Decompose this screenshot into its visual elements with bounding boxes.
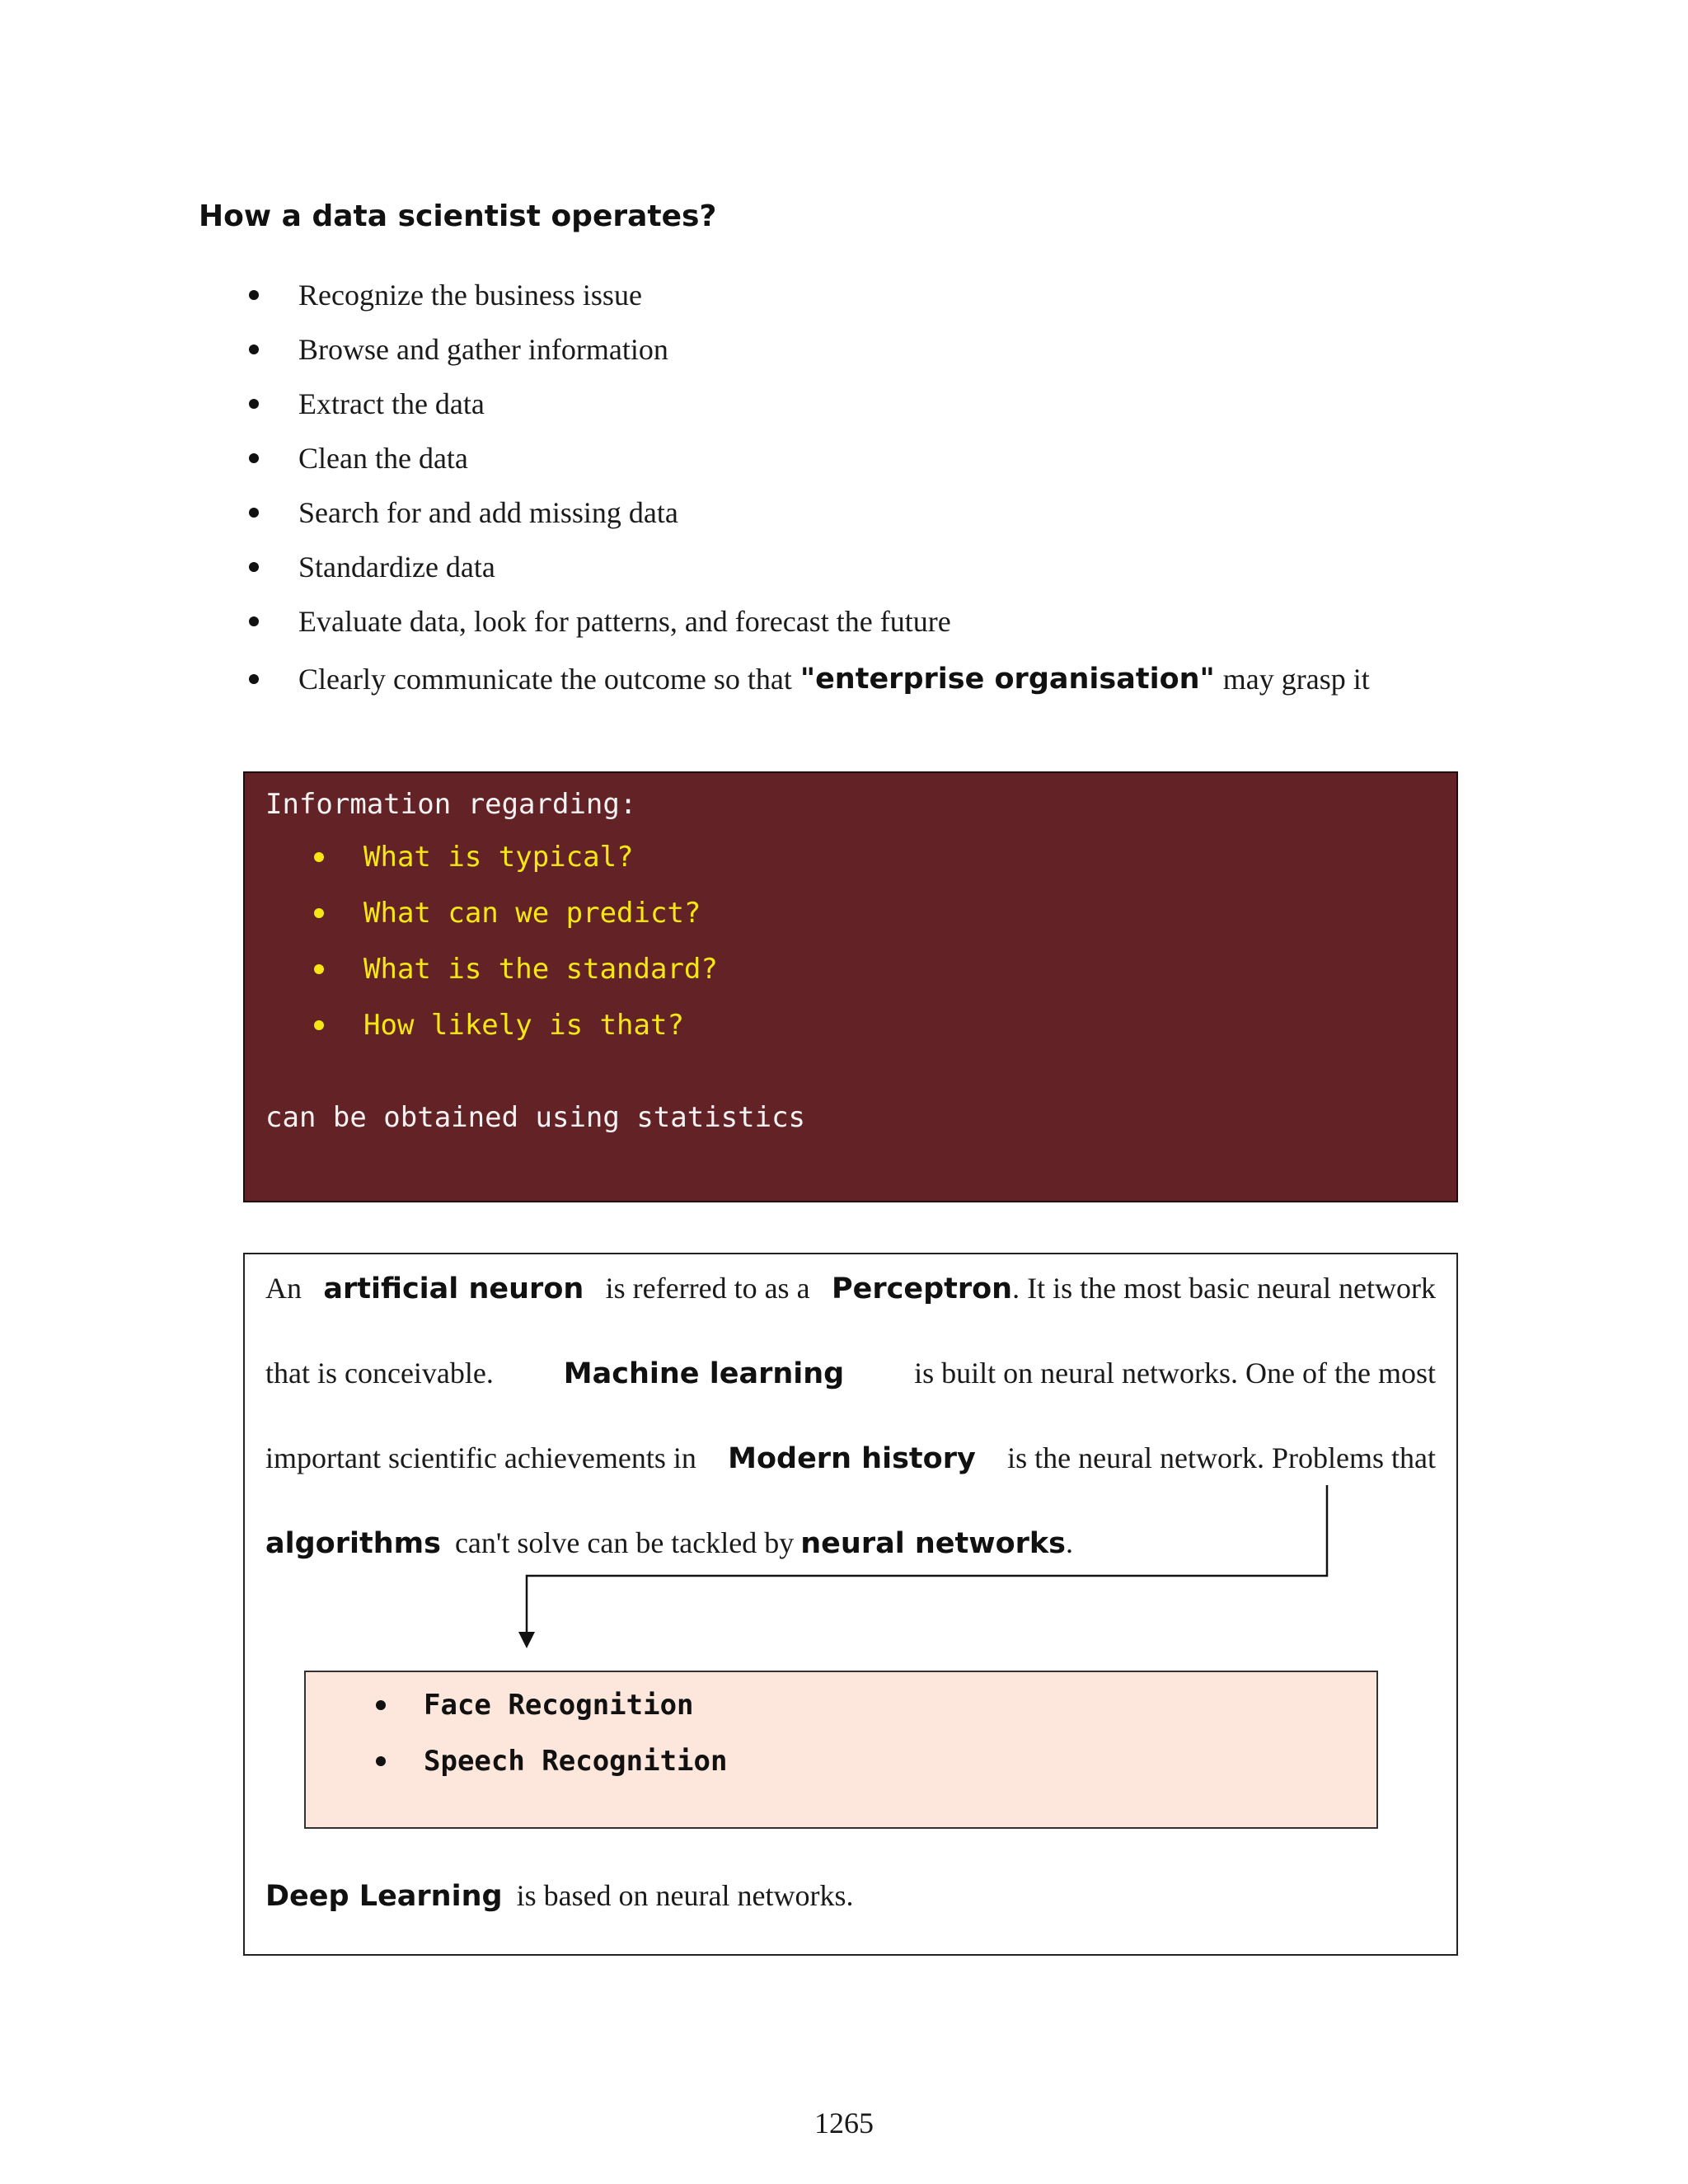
- list-item-text: Extract the data: [298, 387, 485, 420]
- connector-arrow-icon: [245, 1254, 1460, 1957]
- neural-network-callout: [243, 1253, 1458, 1956]
- bullet-icon: [249, 399, 259, 409]
- question-text: What is typical?: [363, 841, 634, 874]
- applications-box: [304, 1671, 1378, 1829]
- text-run: is built on neural networks. One of the most: [914, 1357, 1436, 1390]
- list-item: [247, 438, 468, 479]
- text-run: is based on neural networks.: [516, 1879, 854, 1912]
- list-item: [247, 601, 951, 642]
- text-run: .: [1066, 1526, 1074, 1559]
- text-run: can't solve can be tackled by: [454, 1526, 795, 1559]
- statistics-callout: [243, 771, 1458, 1202]
- text-run: . It is the most basic neural network: [1012, 1272, 1436, 1305]
- bullet-icon: [249, 562, 259, 572]
- bold-term: algorithms: [265, 1527, 441, 1560]
- list-item-text: Evaluate data, look for patterns, and forecast the future: [298, 605, 951, 638]
- callout-intro: Information regarding:: [265, 788, 637, 821]
- list-item: [376, 1743, 727, 1779]
- list-item-text: Clean the data: [298, 442, 468, 475]
- question-text: What can we predict?: [363, 897, 701, 930]
- closing-line: [265, 1878, 1436, 1913]
- question-item: [314, 839, 634, 875]
- callout-outro: can be obtained using statistics: [265, 1101, 806, 1134]
- bullet-icon: [376, 1756, 386, 1766]
- application-text: Speech Recognition: [424, 1745, 728, 1778]
- bold-term: Machine learning: [563, 1357, 845, 1390]
- bold-term: Perceptron: [831, 1272, 1013, 1305]
- question-item: [314, 951, 718, 987]
- list-item: [247, 546, 495, 588]
- bullet-icon: [249, 674, 259, 684]
- bullet-icon: [249, 290, 259, 300]
- list-item-text: Browse and gather information: [298, 333, 668, 366]
- list-item: [247, 658, 1370, 700]
- bullet-icon: [376, 1700, 386, 1710]
- list-item: [247, 492, 678, 533]
- bullet-icon: [249, 616, 259, 626]
- question-item: [314, 1007, 684, 1043]
- question-item: [314, 895, 701, 931]
- bullet-icon: [249, 453, 259, 463]
- list-item: [376, 1687, 694, 1723]
- text-run: is referred to as a: [605, 1272, 810, 1305]
- list-item: [247, 274, 642, 316]
- bullet-icon: [314, 852, 324, 862]
- text-run: important scientific achievements in: [265, 1441, 696, 1474]
- list-item-text: Recognize the business issue: [298, 279, 642, 312]
- bold-term: artificial neuron: [323, 1272, 584, 1305]
- bullet-icon: [314, 964, 324, 974]
- text-run: An: [265, 1272, 302, 1305]
- question-text: What is the standard?: [363, 953, 718, 986]
- page-number: 1265: [814, 2107, 874, 2139]
- bullet-icon: [314, 908, 324, 918]
- section-heading: How a data scientist operates?: [199, 199, 717, 233]
- bold-term: Modern history: [728, 1442, 976, 1475]
- bullet-icon: [249, 344, 259, 354]
- emphasis-text: "enterprise organisation": [799, 663, 1215, 696]
- list-item-text: may grasp it: [1222, 663, 1370, 696]
- list-item: [247, 329, 668, 370]
- application-text: Face Recognition: [424, 1689, 694, 1722]
- text-run: is the neural network. Problems that: [1007, 1441, 1436, 1474]
- list-item: [247, 383, 485, 424]
- bold-term: neural networks: [800, 1527, 1067, 1560]
- list-item-text: Search for and add missing data: [298, 496, 678, 529]
- text-run: that is conceivable.: [265, 1357, 494, 1390]
- list-item-text: Clearly communicate the outcome so that: [298, 663, 792, 696]
- question-text: How likely is that?: [363, 1009, 684, 1042]
- bullet-icon: [249, 508, 259, 518]
- bold-term: Deep Learning: [265, 1880, 503, 1913]
- list-item-text: Standardize data: [298, 551, 495, 583]
- bullet-icon: [314, 1020, 324, 1030]
